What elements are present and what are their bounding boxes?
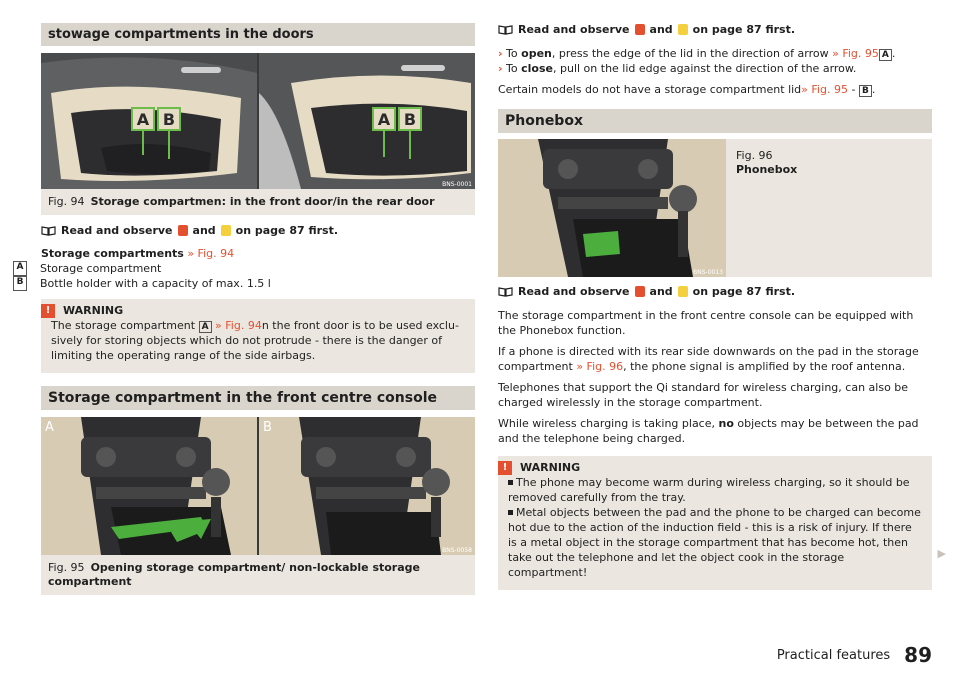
- certain-fig-ref-link[interactable]: » Fig. 95: [801, 83, 848, 96]
- figure-96: [498, 139, 932, 277]
- chevron-right-icon: ›: [498, 62, 503, 75]
- section-title-door-stowage: stowage compartments in the doors: [41, 23, 475, 46]
- warning-red-icon: [178, 225, 188, 236]
- close-instruction: › To close, pull on the lid edge against the direction of the arrow.: [498, 62, 857, 75]
- right-column: [498, 0, 946, 590]
- figure-94-title: Storage compartmen: in the front door/in the rear door: [90, 195, 435, 208]
- section-title-centre-console: Storage compartment in the front centre console: [41, 386, 475, 410]
- figure-94-number: Fig. 94: [48, 195, 85, 208]
- figure-95-caption: Fig. 95 Opening storage compartment/ non-lockable storage compartment: [41, 555, 475, 595]
- storage-compartments-heading: Storage compartments: [41, 247, 184, 260]
- figure-96-caption: Fig. 96 Phonebox: [736, 149, 798, 176]
- book-icon: [498, 287, 513, 297]
- warning-red-icon: [635, 24, 645, 35]
- warning-yellow-icon: [678, 24, 688, 35]
- warning-red-icon: [635, 286, 645, 297]
- figure-95-label-a: A: [45, 420, 54, 435]
- phonebox-para-3: Telephones that support the Qi standard for wireless charging, can also be charged wirelessly in the storage compartment.: [498, 381, 909, 409]
- phonebox-para-2: If a phone is directed with its rear side downwards on the pad in the storage compartment » Fig. 96, the phone signal is amplified by the roof antenna.: [498, 345, 919, 373]
- warning2-bullet-1: The phone may become warm during wireless charging, so it should be removed carefully from the tray.: [508, 476, 910, 504]
- page-footer: [777, 643, 932, 667]
- left-column: [16, 0, 475, 595]
- figure-95-image: [41, 417, 475, 555]
- open-fig-ref-link[interactable]: » Fig. 95: [832, 47, 879, 60]
- warning-box-1: ! WARNING The storage compartment A » Fig. 94n the front door is to be used exclusively for storing objects which do not protrude - there is the danger of limiting the operating range of the side airbags.: [41, 299, 475, 373]
- figure-95-code: BNS-0058: [442, 547, 472, 554]
- warning2-bullet-2: Metal objects between the pad and the phone to be charged can become hot due to the action of the induction field - this is a risk of injury. If there is a metal object in the storage compartment that has become hot, then take out the telephone and let the object cook in the storage compartment!: [508, 506, 921, 579]
- page-number: 89: [904, 643, 932, 667]
- warning-box-2: ! WARNING The phone may become warm during wireless charging, so it should be removed carefully from the tray. Metal objects between the pad and the phone to be charged can become hot due to the action of the induction field - this is a risk of injury. If there is a metal object in the storage compartment that has become hot, then take out the telephone and let the object cook in the storage compartment!: [498, 456, 932, 590]
- read-observe-line-3: Read and observe and on page 87 first.: [498, 285, 932, 298]
- warning-yellow-icon: [221, 225, 231, 236]
- svg-text:A: A: [136, 110, 150, 129]
- book-icon: [498, 25, 513, 35]
- phonebox-para-1: The storage compartment in the front centre console can be equipped with the Phonebox function.: [498, 309, 914, 337]
- warning-yellow-icon: [678, 286, 688, 297]
- figure-96-image: [498, 139, 726, 277]
- figure-94-caption: [41, 189, 475, 215]
- storage-items-list: [13, 261, 475, 291]
- figure-94-image: [41, 53, 475, 189]
- storage-fig-ref-link[interactable]: » Fig. 94: [187, 247, 235, 260]
- svg-text:B: B: [162, 110, 176, 129]
- phonebox-para-4: While wireless charging is taking place, no objects may be between the pad and the telephone being charged.: [498, 417, 919, 445]
- chevron-right-icon: ›: [498, 47, 503, 60]
- svg-text:B: B: [403, 110, 417, 129]
- certain-models-note: Certain models do not have a storage compartment lid» Fig. 95 - B .: [498, 83, 876, 96]
- open-instruction: › To open, press the edge of the lid in the direction of arrow » Fig. 95 A .: [498, 47, 896, 60]
- section-title-phonebox: Phonebox: [498, 109, 932, 133]
- book-icon: [41, 226, 56, 236]
- warning-icon: !: [41, 304, 55, 318]
- svg-text:A: A: [377, 110, 391, 129]
- read-observe-line-1: Read and observe and on page 87 first.: [41, 224, 475, 237]
- footer-section: Practical features: [776, 647, 891, 663]
- warning-icon: !: [498, 461, 512, 475]
- warning1-fig-ref-link[interactable]: » Fig. 94: [215, 319, 262, 332]
- figure-94-code: BNS-0001: [442, 181, 472, 188]
- para2-fig-ref-link[interactable]: » Fig. 96: [576, 360, 624, 373]
- figure-95-label-b: B: [263, 420, 272, 435]
- continue-arrow-icon: ▶: [937, 547, 946, 560]
- list-item: A Storage compartment: [13, 261, 475, 276]
- figure-96-code: BNS-0013: [693, 269, 723, 276]
- read-observe-line-2: Read and observe and on page 87 first.: [498, 23, 932, 36]
- list-item: B Bottle holder with a capacity of max. 1.5 l: [13, 276, 475, 291]
